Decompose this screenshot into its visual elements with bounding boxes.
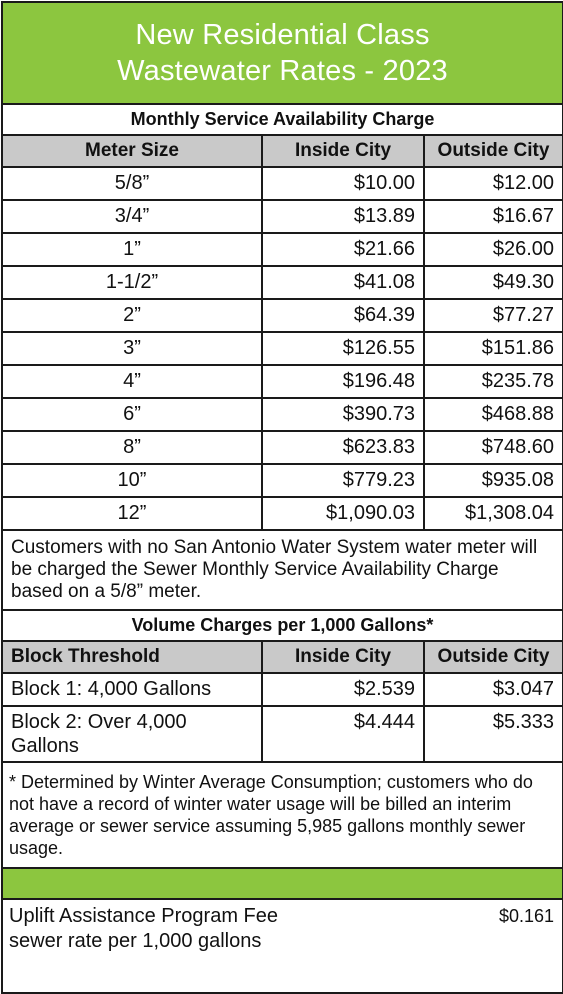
inside-city-cell: $41.08 bbox=[262, 266, 424, 299]
volume-header-row bbox=[3, 642, 562, 673]
meter-size-cell: 6” bbox=[3, 398, 262, 431]
volume-footnote: * Determined by Winter Average Consumption; customers who do not have a record of winter water usage will be billed an interim average or sewer service assuming 5,985 gallons monthly sewer usage. bbox=[3, 763, 562, 869]
table-row bbox=[3, 497, 562, 530]
meter-size-cell: 4” bbox=[3, 365, 262, 398]
inside-city-cell: $623.83 bbox=[262, 431, 424, 464]
table-row bbox=[3, 332, 562, 365]
inside-city-cell: $196.48 bbox=[262, 365, 424, 398]
outside-city-cell: $935.08 bbox=[424, 464, 562, 497]
inside-city-cell: $779.23 bbox=[262, 464, 424, 497]
uplift-fee-value: $0.161 bbox=[498, 906, 554, 926]
table-row bbox=[3, 233, 562, 266]
block-threshold-cell: Block 2: Over 4,000 Gallons bbox=[3, 706, 262, 762]
outside-city-cell: $748.60 bbox=[424, 431, 562, 464]
monthly-rates-table bbox=[3, 136, 562, 531]
outside-city-cell: $49.30 bbox=[424, 266, 562, 299]
outside-city-cell: $468.88 bbox=[424, 398, 562, 431]
outside-city-cell: $77.27 bbox=[424, 299, 562, 332]
block-threshold-cell: Block 1: 4,000 Gallons bbox=[3, 673, 262, 706]
outside-city-cell: $16.67 bbox=[424, 200, 562, 233]
meter-size-cell: 3/4” bbox=[3, 200, 262, 233]
col-header-meter-size: Meter Size bbox=[3, 136, 262, 167]
table-row bbox=[3, 673, 562, 706]
inside-city-cell: $4.444 bbox=[262, 706, 424, 762]
meter-note: Customers with no San Antonio Water System water meter will be charged the Sewer Monthly Service Availability Charge based on a 5/8” meter. bbox=[3, 531, 562, 611]
col-header-inside-city: Inside City bbox=[262, 642, 424, 673]
inside-city-cell: $64.39 bbox=[262, 299, 424, 332]
inside-city-cell: $10.00 bbox=[262, 167, 424, 200]
uplift-label-line-2: sewer rate per 1,000 gallons bbox=[9, 930, 262, 952]
divider-bar bbox=[3, 869, 562, 900]
title-line-1: New Residential Class bbox=[135, 19, 430, 51]
meter-size-cell: 10” bbox=[3, 464, 262, 497]
meter-size-cell: 5/8” bbox=[3, 167, 262, 200]
table-row bbox=[3, 706, 562, 762]
inside-city-cell: $2.539 bbox=[262, 673, 424, 706]
meter-size-cell: 3” bbox=[3, 332, 262, 365]
uplift-label bbox=[9, 904, 278, 954]
table-row bbox=[3, 200, 562, 233]
outside-city-cell: $5.333 bbox=[424, 706, 562, 762]
rates-card bbox=[1, 1, 563, 994]
outside-city-cell: $1,308.04 bbox=[424, 497, 562, 530]
table-row bbox=[3, 365, 562, 398]
table-row bbox=[3, 167, 562, 200]
col-header-outside-city: Outside City bbox=[424, 136, 562, 167]
table-row bbox=[3, 266, 562, 299]
meter-size-cell: 1” bbox=[3, 233, 262, 266]
inside-city-cell: $21.66 bbox=[262, 233, 424, 266]
inside-city-cell: $390.73 bbox=[262, 398, 424, 431]
inside-city-cell: $13.89 bbox=[262, 200, 424, 233]
table-row bbox=[3, 464, 562, 497]
title-line-2: Wastewater Rates - 2023 bbox=[117, 55, 448, 87]
inside-city-cell: $126.55 bbox=[262, 332, 424, 365]
volume-charges-table bbox=[3, 642, 562, 763]
monthly-section-title: Monthly Service Availability Charge bbox=[3, 105, 562, 136]
inside-city-cell: $1,090.03 bbox=[262, 497, 424, 530]
monthly-header-row bbox=[3, 136, 562, 167]
meter-size-cell: 8” bbox=[3, 431, 262, 464]
uplift-fee-row bbox=[3, 900, 562, 954]
outside-city-cell: $235.78 bbox=[424, 365, 562, 398]
meter-size-cell: 1-1/2” bbox=[3, 266, 262, 299]
title-banner bbox=[3, 3, 562, 105]
outside-city-cell: $3.047 bbox=[424, 673, 562, 706]
table-row bbox=[3, 398, 562, 431]
table-row bbox=[3, 431, 562, 464]
outside-city-cell: $151.86 bbox=[424, 332, 562, 365]
volume-section-title: Volume Charges per 1,000 Gallons* bbox=[3, 611, 562, 642]
meter-size-cell: 2” bbox=[3, 299, 262, 332]
uplift-label-line-1: Uplift Assistance Program Fee bbox=[9, 905, 278, 927]
col-header-block-threshold: Block Threshold bbox=[3, 642, 262, 673]
col-header-outside-city: Outside City bbox=[424, 642, 562, 673]
outside-city-cell: $26.00 bbox=[424, 233, 562, 266]
meter-size-cell: 12” bbox=[3, 497, 262, 530]
col-header-inside-city: Inside City bbox=[262, 136, 424, 167]
table-row bbox=[3, 299, 562, 332]
outside-city-cell: $12.00 bbox=[424, 167, 562, 200]
